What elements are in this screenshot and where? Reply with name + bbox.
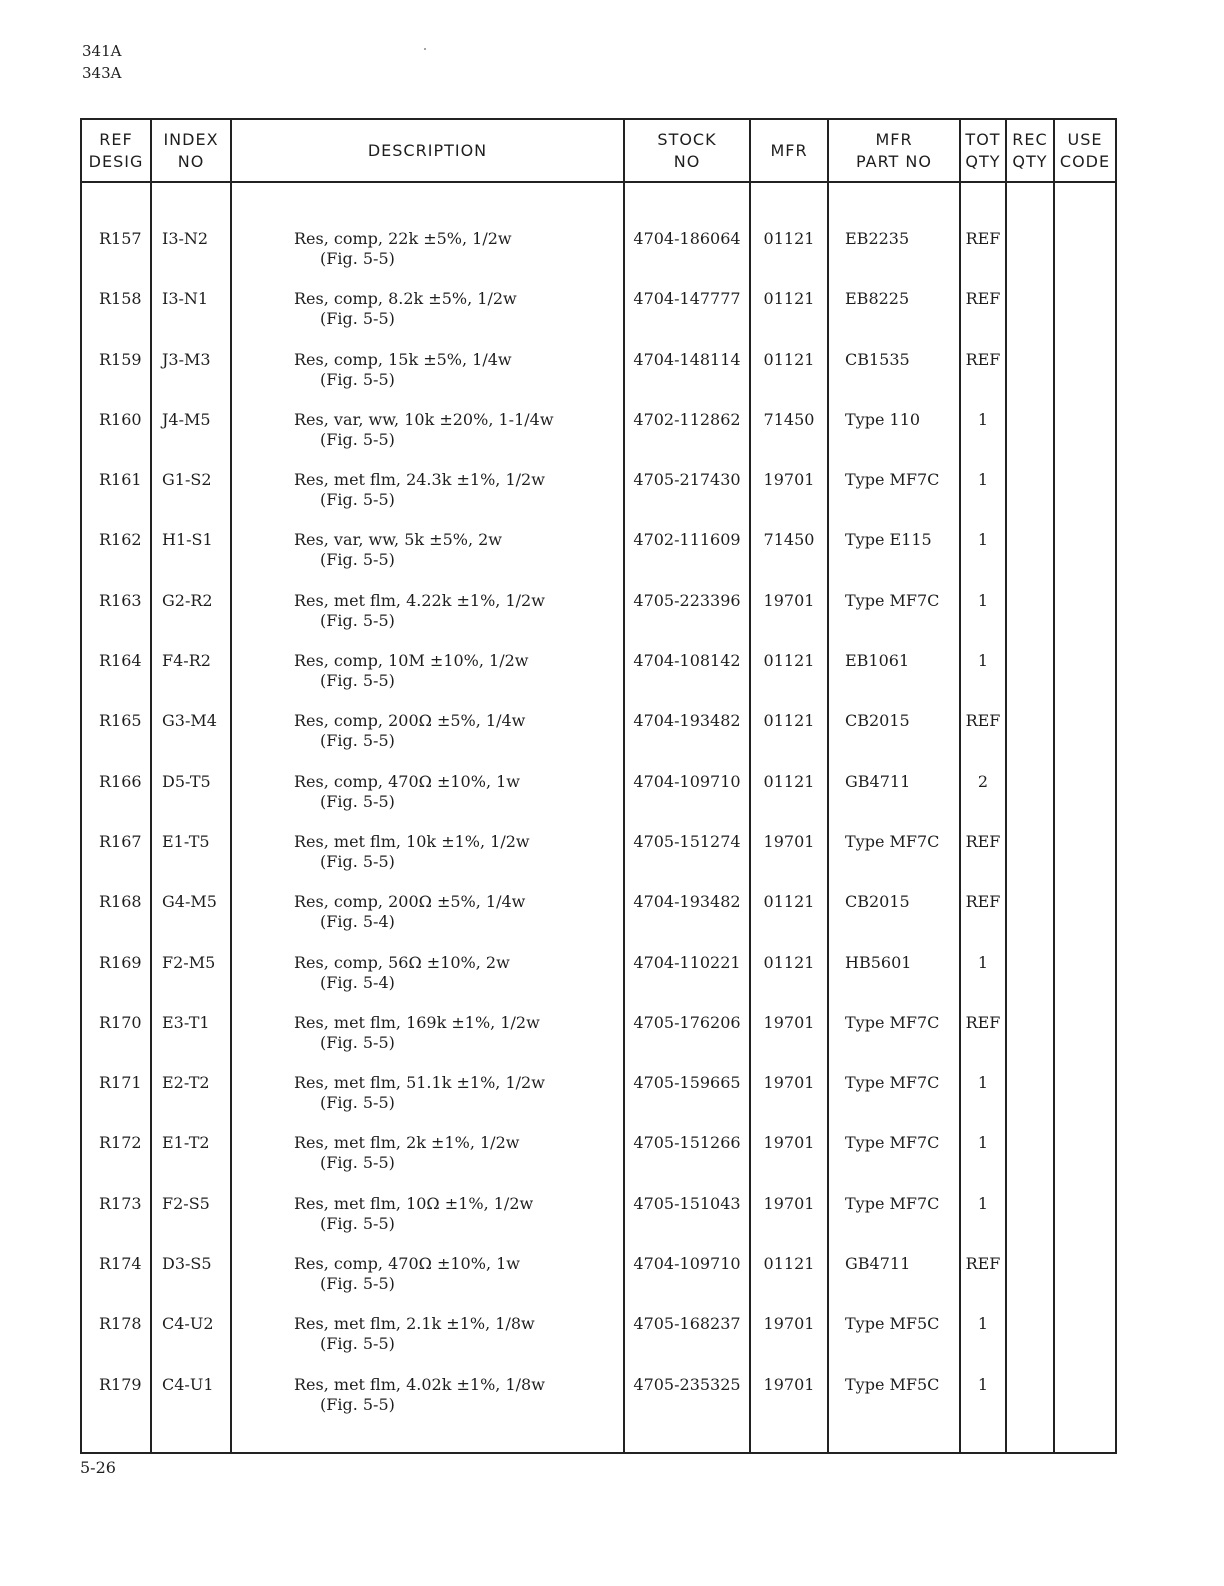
description-text: Res, comp, 200Ω ±5%, 1/4w	[294, 892, 526, 912]
mfr-cell: 19701	[750, 470, 828, 530]
stock-no-cell: 4705-159665	[624, 1073, 750, 1133]
tot-qty-cell: REF	[960, 832, 1006, 892]
tot-qty-cell: 1	[960, 410, 1006, 470]
description-cell	[231, 229, 624, 289]
mfr-part-no-cell: EB2235	[828, 229, 960, 289]
table-tail-row	[81, 1435, 1116, 1453]
mfr-part-no-cell: EB1061	[828, 651, 960, 711]
tot-qty-cell: 1	[960, 530, 1006, 590]
use-code-cell	[1054, 1194, 1116, 1254]
description-text: Res, var, ww, 10k ±20%, 1-1/4w	[294, 409, 554, 429]
header-stock-no: STOCK NO	[624, 119, 750, 182]
description-text: Res, met flm, 10Ω ±1%, 1/2w	[294, 1193, 534, 1213]
description-cell	[231, 289, 624, 349]
header-tot-qty: TOT QTY	[960, 119, 1006, 182]
mfr-cell: 19701	[750, 1133, 828, 1193]
figure-reference: (Fig. 5-5)	[320, 309, 395, 329]
table-row	[81, 651, 1116, 711]
table-row	[81, 1194, 1116, 1254]
index-no-cell: C4-U2	[151, 1314, 231, 1374]
mfr-cell: 01121	[750, 350, 828, 410]
table-row	[81, 229, 1116, 289]
rec-qty-cell	[1006, 772, 1054, 832]
mfr-part-no-cell: Type MF7C	[828, 591, 960, 651]
table-row	[81, 772, 1116, 832]
ref-desig-cell: R160	[81, 410, 151, 470]
stock-no-cell: 4705-151274	[624, 832, 750, 892]
tot-qty-cell: 1	[960, 1375, 1006, 1435]
table-row	[81, 350, 1116, 410]
rec-qty-cell	[1006, 530, 1054, 590]
table-row	[81, 953, 1116, 1013]
mfr-part-no-cell: GB4711	[828, 1254, 960, 1314]
index-no-cell: G4-M5	[151, 892, 231, 952]
ref-desig-cell: R165	[81, 711, 151, 771]
figure-reference: (Fig. 5-4)	[320, 972, 395, 992]
ref-desig-cell: R166	[81, 772, 151, 832]
use-code-cell	[1054, 651, 1116, 711]
table-row	[81, 1314, 1116, 1374]
index-no-cell: G1-S2	[151, 470, 231, 530]
use-code-cell	[1054, 1013, 1116, 1073]
table-row	[81, 1375, 1116, 1435]
table-row	[81, 470, 1116, 530]
stock-no-cell: 4705-235325	[624, 1375, 750, 1435]
use-code-cell	[1054, 530, 1116, 590]
table-spacer-row	[81, 182, 1116, 229]
use-code-cell	[1054, 289, 1116, 349]
mfr-part-no-cell: Type MF5C	[828, 1314, 960, 1374]
index-no-cell: F4-R2	[151, 651, 231, 711]
ref-desig-cell: R159	[81, 350, 151, 410]
stock-no-cell: 4704-108142	[624, 651, 750, 711]
model-numbers	[82, 40, 121, 84]
index-no-cell: G2-R2	[151, 591, 231, 651]
use-code-cell	[1054, 1375, 1116, 1435]
use-code-cell	[1054, 953, 1116, 1013]
mfr-part-no-cell: HB5601	[828, 953, 960, 1013]
figure-reference: (Fig. 5-5)	[320, 1334, 395, 1354]
header-rec-qty: REC QTY	[1006, 119, 1054, 182]
table-row	[81, 1073, 1116, 1133]
tot-qty-cell: 1	[960, 1073, 1006, 1133]
rec-qty-cell	[1006, 892, 1054, 952]
rec-qty-cell	[1006, 289, 1054, 349]
index-no-cell: J4-M5	[151, 410, 231, 470]
description-text: Res, comp, 10M ±10%, 1/2w	[294, 651, 529, 671]
ref-desig-cell: R170	[81, 1013, 151, 1073]
ref-desig-cell: R158	[81, 289, 151, 349]
description-text: Res, comp, 15k ±5%, 1/4w	[294, 349, 512, 369]
ref-desig-cell: R167	[81, 832, 151, 892]
model-number: 341A	[82, 42, 122, 60]
mfr-cell: 01121	[750, 1254, 828, 1314]
ref-desig-cell: R163	[81, 591, 151, 651]
description-cell	[231, 892, 624, 952]
tot-qty-cell: 1	[960, 651, 1006, 711]
description-text: Res, comp, 22k ±5%, 1/2w	[294, 229, 512, 248]
stock-no-cell: 4704-193482	[624, 892, 750, 952]
index-no-cell: E1-T2	[151, 1133, 231, 1193]
description-cell	[231, 1133, 624, 1193]
figure-reference: (Fig. 5-4)	[320, 912, 395, 932]
mfr-part-no-cell: EB8225	[828, 289, 960, 349]
rec-qty-cell	[1006, 711, 1054, 771]
ref-desig-cell: R164	[81, 651, 151, 711]
description-cell	[231, 651, 624, 711]
mfr-part-no-cell: Type MF7C	[828, 832, 960, 892]
rec-qty-cell	[1006, 953, 1054, 1013]
mfr-cell: 19701	[750, 1013, 828, 1073]
tot-qty-cell: 1	[960, 953, 1006, 1013]
mfr-cell: 01121	[750, 711, 828, 771]
use-code-cell	[1054, 350, 1116, 410]
tot-qty-cell: REF	[960, 350, 1006, 410]
ref-desig-cell: R162	[81, 530, 151, 590]
use-code-cell	[1054, 1314, 1116, 1374]
ref-desig-cell: R178	[81, 1314, 151, 1374]
ref-desig-cell: R161	[81, 470, 151, 530]
index-no-cell: E1-T5	[151, 832, 231, 892]
stock-no-cell: 4704-109710	[624, 1254, 750, 1314]
tot-qty-cell: REF	[960, 289, 1006, 349]
index-no-cell: E2-T2	[151, 1073, 231, 1133]
tot-qty-cell: REF	[960, 711, 1006, 771]
rec-qty-cell	[1006, 1254, 1054, 1314]
figure-reference: (Fig. 5-5)	[320, 369, 395, 389]
rec-qty-cell	[1006, 591, 1054, 651]
mfr-part-no-cell: Type 110	[828, 410, 960, 470]
index-no-cell: D5-T5	[151, 772, 231, 832]
description-text: Res, met flm, 4.22k ±1%, 1/2w	[294, 590, 545, 610]
tot-qty-cell: 1	[960, 1314, 1006, 1374]
mfr-cell: 01121	[750, 651, 828, 711]
table-row	[81, 410, 1116, 470]
stock-no-cell: 4702-112862	[624, 410, 750, 470]
description-cell	[231, 772, 624, 832]
mfr-part-no-cell: Type MF5C	[828, 1375, 960, 1435]
tot-qty-cell: 1	[960, 470, 1006, 530]
use-code-cell	[1054, 772, 1116, 832]
mfr-part-no-cell: Type MF7C	[828, 1013, 960, 1073]
header-index-no: INDEX NO	[151, 119, 231, 182]
mfr-cell: 71450	[750, 530, 828, 590]
rec-qty-cell	[1006, 410, 1054, 470]
description-cell	[231, 1073, 624, 1133]
ref-desig-cell: R169	[81, 953, 151, 1013]
description-text: Res, comp, 8.2k ±5%, 1/2w	[294, 289, 517, 309]
use-code-cell	[1054, 892, 1116, 952]
tot-qty-cell: REF	[960, 1254, 1006, 1314]
index-no-cell: G3-M4	[151, 711, 231, 771]
table-row	[81, 1013, 1116, 1073]
stock-no-cell: 4705-223396	[624, 591, 750, 651]
description-text: Res, met flm, 10k ±1%, 1/2w	[294, 831, 530, 851]
index-no-cell: J3-M3	[151, 350, 231, 410]
ref-desig-cell: R173	[81, 1194, 151, 1254]
stock-no-cell: 4704-193482	[624, 711, 750, 771]
description-cell	[231, 591, 624, 651]
description-cell	[231, 1194, 624, 1254]
rec-qty-cell	[1006, 1375, 1054, 1435]
mfr-part-no-cell: CB1535	[828, 350, 960, 410]
rec-qty-cell	[1006, 470, 1054, 530]
index-no-cell: H1-S1	[151, 530, 231, 590]
rec-qty-cell	[1006, 350, 1054, 410]
mfr-cell: 01121	[750, 892, 828, 952]
figure-reference: (Fig. 5-5)	[320, 249, 395, 268]
tot-qty-cell: REF	[960, 892, 1006, 952]
tot-qty-cell: 2	[960, 772, 1006, 832]
description-text: Res, met flm, 24.3k ±1%, 1/2w	[294, 470, 545, 490]
rec-qty-cell	[1006, 1314, 1054, 1374]
description-cell	[231, 711, 624, 771]
table-row	[81, 1133, 1116, 1193]
description-text: Res, comp, 470Ω ±10%, 1w	[294, 1254, 520, 1274]
figure-reference: (Fig. 5-5)	[320, 1032, 395, 1052]
figure-reference: (Fig. 5-5)	[320, 1274, 395, 1294]
mfr-cell: 01121	[750, 229, 828, 289]
mfr-cell: 01121	[750, 953, 828, 1013]
table-row	[81, 591, 1116, 651]
description-text: Res, met flm, 2.1k ±1%, 1/8w	[294, 1314, 535, 1334]
tot-qty-cell: 1	[960, 1133, 1006, 1193]
mfr-part-no-cell: CB2015	[828, 711, 960, 771]
figure-reference: (Fig. 5-5)	[320, 731, 395, 751]
mfr-cell: 19701	[750, 1194, 828, 1254]
index-no-cell: C4-U1	[151, 1375, 231, 1435]
header-mfr-part-no: MFR PART NO	[828, 119, 960, 182]
description-cell	[231, 953, 624, 1013]
mfr-part-no-cell: Type MF7C	[828, 470, 960, 530]
index-no-cell: I3-N1	[151, 289, 231, 349]
stock-no-cell: 4705-176206	[624, 1013, 750, 1073]
mfr-cell: 71450	[750, 410, 828, 470]
header-mfr: MFR	[750, 119, 828, 182]
description-text: Res, met flm, 2k ±1%, 1/2w	[294, 1133, 520, 1153]
rec-qty-cell	[1006, 651, 1054, 711]
table-row	[81, 289, 1116, 349]
ref-desig-cell: R171	[81, 1073, 151, 1133]
use-code-cell	[1054, 1254, 1116, 1314]
figure-reference: (Fig. 5-5)	[320, 1394, 395, 1414]
scan-speck	[424, 48, 426, 50]
figure-reference: (Fig. 5-5)	[320, 1213, 395, 1233]
description-text: Res, comp, 200Ω ±5%, 1/4w	[294, 711, 526, 731]
use-code-cell	[1054, 229, 1116, 289]
description-text: Res, met flm, 4.02k ±1%, 1/8w	[294, 1374, 545, 1394]
description-text: Res, var, ww, 5k ±5%, 2w	[294, 530, 502, 550]
table-row	[81, 1254, 1116, 1314]
index-no-cell: F2-M5	[151, 953, 231, 1013]
figure-reference: (Fig. 5-5)	[320, 429, 395, 449]
mfr-cell: 19701	[750, 832, 828, 892]
index-no-cell: D3-S5	[151, 1254, 231, 1314]
rec-qty-cell	[1006, 1073, 1054, 1133]
description-cell	[231, 1314, 624, 1374]
stock-no-cell: 4704-186064	[624, 229, 750, 289]
table-header-row	[81, 119, 1116, 182]
mfr-part-no-cell: Type E115	[828, 530, 960, 590]
figure-reference: (Fig. 5-5)	[320, 1153, 395, 1173]
stock-no-cell: 4704-109710	[624, 772, 750, 832]
stock-no-cell: 4704-148114	[624, 350, 750, 410]
mfr-part-no-cell: CB2015	[828, 892, 960, 952]
index-no-cell: E3-T1	[151, 1013, 231, 1073]
table-row	[81, 711, 1116, 771]
table-row	[81, 530, 1116, 590]
mfr-part-no-cell: Type MF7C	[828, 1073, 960, 1133]
use-code-cell	[1054, 410, 1116, 470]
header-use-code: USE CODE	[1054, 119, 1116, 182]
tot-qty-cell: REF	[960, 229, 1006, 289]
description-cell	[231, 1013, 624, 1073]
model-number: 343A	[82, 64, 122, 82]
use-code-cell	[1054, 711, 1116, 771]
figure-reference: (Fig. 5-5)	[320, 791, 395, 811]
description-cell	[231, 470, 624, 530]
use-code-cell	[1054, 591, 1116, 651]
description-cell	[231, 350, 624, 410]
stock-no-cell: 4705-151266	[624, 1133, 750, 1193]
index-no-cell: I3-N2	[151, 229, 231, 289]
tot-qty-cell: REF	[960, 1013, 1006, 1073]
ref-desig-cell: R174	[81, 1254, 151, 1314]
figure-reference: (Fig. 5-5)	[320, 1093, 395, 1113]
header-ref-desig: REF DESIG	[81, 119, 151, 182]
rec-qty-cell	[1006, 1013, 1054, 1073]
description-text: Res, comp, 56Ω ±10%, 2w	[294, 952, 510, 972]
header-description: DESCRIPTION	[231, 119, 624, 182]
stock-no-cell: 4705-151043	[624, 1194, 750, 1254]
description-cell	[231, 530, 624, 590]
mfr-part-no-cell: Type MF7C	[828, 1194, 960, 1254]
stock-no-cell: 4704-110221	[624, 953, 750, 1013]
use-code-cell	[1054, 832, 1116, 892]
figure-reference: (Fig. 5-5)	[320, 610, 395, 630]
figure-reference: (Fig. 5-5)	[320, 671, 395, 691]
stock-no-cell: 4705-217430	[624, 470, 750, 530]
description-cell	[231, 410, 624, 470]
mfr-cell: 19701	[750, 1375, 828, 1435]
mfr-cell: 19701	[750, 1314, 828, 1374]
description-cell	[231, 1375, 624, 1435]
use-code-cell	[1054, 1073, 1116, 1133]
tot-qty-cell: 1	[960, 591, 1006, 651]
use-code-cell	[1054, 1133, 1116, 1193]
mfr-cell: 01121	[750, 772, 828, 832]
rec-qty-cell	[1006, 832, 1054, 892]
rec-qty-cell	[1006, 1133, 1054, 1193]
table-row	[81, 892, 1116, 952]
page-number: 5-26	[80, 1458, 116, 1477]
mfr-part-no-cell: Type MF7C	[828, 1133, 960, 1193]
figure-reference: (Fig. 5-5)	[320, 490, 395, 510]
mfr-part-no-cell: GB4711	[828, 772, 960, 832]
mfr-cell: 19701	[750, 1073, 828, 1133]
ref-desig-cell: R179	[81, 1375, 151, 1435]
rec-qty-cell	[1006, 229, 1054, 289]
figure-reference: (Fig. 5-5)	[320, 550, 395, 570]
mfr-cell: 01121	[750, 289, 828, 349]
stock-no-cell: 4705-168237	[624, 1314, 750, 1374]
mfr-cell: 19701	[750, 591, 828, 651]
index-no-cell: F2-S5	[151, 1194, 231, 1254]
ref-desig-cell: R168	[81, 892, 151, 952]
description-text: Res, met flm, 51.1k ±1%, 1/2w	[294, 1073, 545, 1093]
ref-desig-cell: R157	[81, 229, 151, 289]
description-cell	[231, 1254, 624, 1314]
rec-qty-cell	[1006, 1194, 1054, 1254]
stock-no-cell: 4704-147777	[624, 289, 750, 349]
tot-qty-cell: 1	[960, 1194, 1006, 1254]
figure-reference: (Fig. 5-5)	[320, 851, 395, 871]
stock-no-cell: 4702-111609	[624, 530, 750, 590]
description-cell	[231, 832, 624, 892]
table-row	[81, 832, 1116, 892]
description-text: Res, comp, 470Ω ±10%, 1w	[294, 771, 520, 791]
description-text: Res, met flm, 169k ±1%, 1/2w	[294, 1012, 540, 1032]
ref-desig-cell: R172	[81, 1133, 151, 1193]
use-code-cell	[1054, 470, 1116, 530]
parts-list-table	[80, 118, 1117, 1454]
parts-table-body	[81, 182, 1116, 1453]
